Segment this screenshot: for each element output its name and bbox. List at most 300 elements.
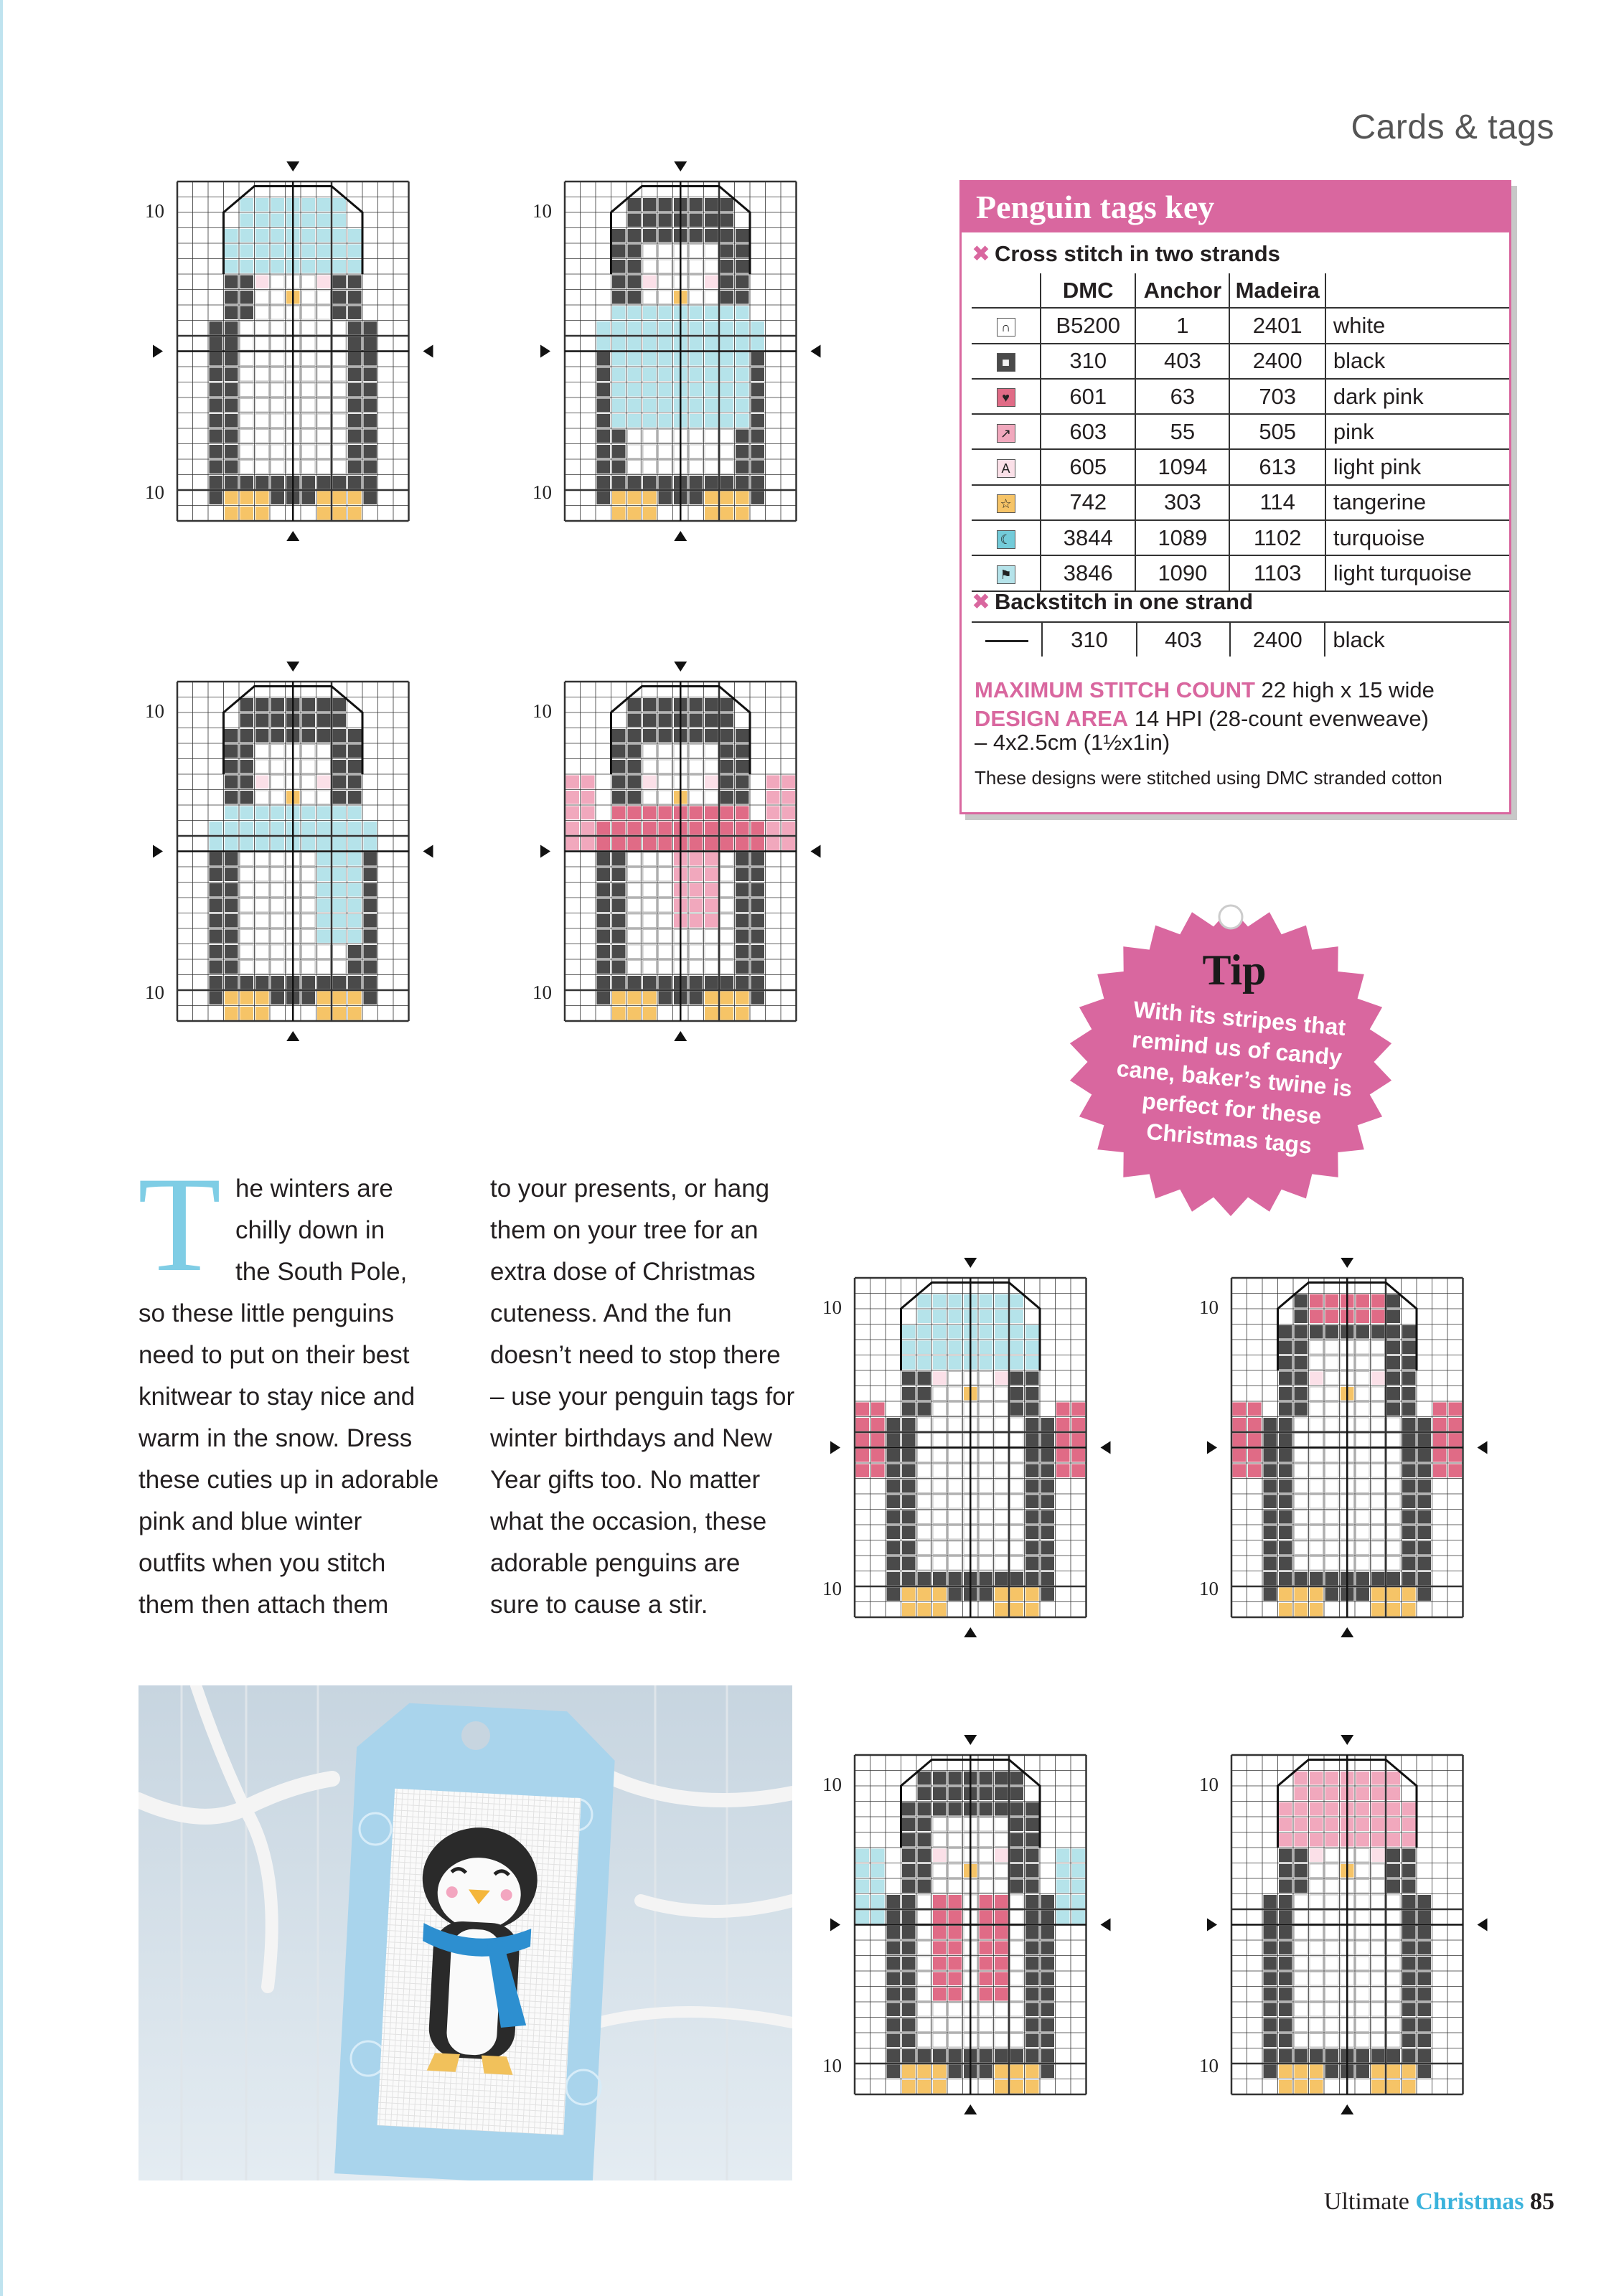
stitch [1025,1942,1039,1955]
body-line: so these little penguins [139,1299,395,1327]
stitch [1356,1557,1370,1571]
stitch [933,1449,947,1462]
stitch [949,1510,962,1524]
stitch [1310,1957,1323,1970]
stitch [705,368,718,382]
stitch [597,822,611,835]
arrow-bottom [1341,2104,1353,2114]
stitch [659,229,672,243]
stitch [255,414,269,428]
stitch [333,476,347,489]
stitch [210,352,223,366]
stitch [1279,1372,1292,1385]
max-stitch-count: MAXIMUM STITCH COUNT 22 high x 15 wide [975,677,1435,702]
stitch [643,899,657,913]
stitch [628,276,642,289]
stitch [597,321,611,335]
stitch [1264,1541,1277,1555]
stitch [1402,1833,1416,1847]
stitch [751,414,765,428]
stitch [348,992,362,1005]
stitch [348,276,362,289]
stitch [1433,1434,1447,1447]
stitch [1418,1449,1432,1462]
stitch [333,745,347,758]
stitch [317,899,331,913]
stitch [302,961,316,974]
stitch [1233,1464,1247,1478]
stitch [271,883,285,897]
stitch [659,930,672,944]
stitch [1279,2018,1292,2032]
stitch [566,791,580,804]
stitch [949,1987,962,2001]
stitch [597,352,611,366]
stitch [1387,1957,1401,1970]
stitch [348,260,362,273]
stitch [364,930,377,944]
stitch [995,1310,1008,1324]
stitch [902,2065,916,2079]
stitch [1371,1510,1385,1524]
arrow-top [964,1258,977,1268]
stitch [333,229,347,243]
stitch [225,822,238,835]
stitch [271,260,285,273]
stitch [1325,1911,1339,1924]
stitch [721,229,734,243]
stitch [1402,1588,1416,1601]
stitch [751,337,765,351]
stitch [1418,2065,1432,2079]
stitch [1402,1449,1416,1462]
stitch [255,806,269,820]
key-note: These designs were stitched using DMC stranded cotton [975,767,1442,789]
stitch [597,883,611,897]
stitch [1356,1802,1370,1816]
stitch [1356,1787,1370,1801]
stitch [628,229,642,243]
stitch [1264,2003,1277,2017]
stitch [1056,1880,1070,1893]
stitch [1010,1802,1024,1816]
stitch [902,1557,916,1571]
chart-grid [177,682,410,1022]
stitch [1295,1557,1308,1571]
stitch [887,1942,901,1955]
heart-icon: ♥ [997,388,1015,407]
stitch [364,352,377,366]
stitch [690,445,703,458]
stitch [1010,1911,1024,1924]
stitch [736,321,749,335]
stitch [1402,2065,1416,2079]
stitch [1371,1495,1385,1509]
stitch [721,945,734,959]
stitch [333,945,347,959]
stitch [240,760,254,773]
stitch [1356,1341,1370,1355]
stitch [949,1449,962,1462]
stitch [255,368,269,382]
stitch [271,930,285,944]
stitch [918,1495,931,1509]
stitch [1010,1818,1024,1832]
tip-badge [1048,883,1421,1220]
stitch [918,2065,931,2079]
stitch [364,399,377,413]
stitch [751,852,765,866]
key-row: A 605 1094 613 light pink [972,449,1509,484]
stitch [918,1911,931,1924]
stitch [933,2018,947,2032]
stitch [1325,1479,1339,1493]
stitch [980,1864,993,1878]
stitch [225,729,238,743]
stitch [933,2065,947,2079]
stitch [1279,1911,1292,1924]
stitch [1325,1972,1339,1986]
stitch [333,852,347,866]
stitch [1025,1802,1039,1816]
stitch [1371,1942,1385,1955]
stitch [995,1772,1008,1785]
stitch [597,945,611,959]
stitch [1041,2034,1055,2048]
stitch [225,837,238,851]
stitch [918,1603,931,1617]
stitch [1025,2034,1039,2048]
stitch [902,1464,916,1478]
stitch [736,745,749,758]
stitch [1295,1957,1308,1970]
stitch [995,1911,1008,1924]
stitch [995,1557,1008,1571]
stitch [1356,1849,1370,1863]
stitch [1279,1557,1292,1571]
stitch [302,445,316,458]
stitch [887,1526,901,1540]
stitch [225,461,238,474]
stitch [225,930,238,944]
stitch [751,476,765,489]
stitch [1433,1418,1447,1431]
stitch [225,229,238,243]
stitch [302,729,316,743]
stitch [1041,1541,1055,1555]
stitch [949,1310,962,1324]
stitch [659,399,672,413]
stitch [1325,1387,1339,1401]
stitch [1402,1526,1416,1540]
stitch [364,430,377,443]
stitch [995,1972,1008,1986]
stitch [255,729,269,743]
stitch [659,368,672,382]
stitch [690,229,703,243]
arrow-right [423,345,433,358]
stitch [1371,1772,1385,1785]
stitch [659,337,672,351]
stitch [902,1926,916,1939]
stitch [333,961,347,974]
stitch [918,1403,931,1416]
stitch [1310,1772,1323,1785]
stitch [705,229,718,243]
stitch [1295,1294,1308,1308]
stitch [317,198,331,212]
stitch [736,276,749,289]
stitch [736,976,749,989]
stitch [1402,1557,1416,1571]
stitch [643,198,657,212]
stitch [918,2034,931,2048]
stitch [612,930,626,944]
stitch [1264,1526,1277,1540]
stitch [690,291,703,304]
stitch [317,507,331,520]
cross-stitch-heading: ✖ Cross stitch in two strands [972,241,1280,266]
stitch [240,899,254,913]
stitch [918,1526,931,1540]
stitch [721,260,734,273]
stitch [690,806,703,820]
stitch [918,1926,931,1939]
stitch [721,698,734,712]
stitch [1025,1880,1039,1893]
stitch [1418,1464,1432,1478]
stitch [995,1294,1008,1308]
stitch [225,776,238,789]
stitch [1402,1972,1416,1986]
stitch [949,2003,962,2017]
stitch [302,260,316,273]
gridline-label-10: 10 [822,1578,842,1599]
stitch [612,945,626,959]
stitch [1279,1541,1292,1555]
stitch [317,822,331,835]
stitch [1041,2018,1055,2032]
stitch [1295,1926,1308,1939]
stitch [1418,1987,1432,2001]
stitch [995,2065,1008,2079]
stitch [705,321,718,335]
stitch [240,791,254,804]
stitch [348,822,362,835]
stitch [1310,1434,1323,1447]
stitch [736,914,749,928]
stitch [995,2034,1008,2048]
stitch [887,1449,901,1462]
stitch [887,1572,901,1586]
stitch [1295,1572,1308,1586]
stitch [980,1341,993,1355]
stitch [751,399,765,413]
stitch [887,1495,901,1509]
stitch [887,1972,901,1986]
stitch [918,1310,931,1324]
stitch [240,476,254,489]
stitch [643,430,657,443]
stitch [980,1387,993,1401]
stitch [1072,1880,1086,1893]
arrow-top [674,161,687,171]
stitch [887,2065,901,2079]
stitch [643,414,657,428]
stitch [628,729,642,743]
stitch [364,976,377,989]
stitch [255,430,269,443]
stitch [612,414,626,428]
stitch [210,945,223,959]
stitch [736,476,749,489]
stitch [240,822,254,835]
stitch [995,1802,1008,1816]
stitch [721,306,734,320]
stitch [995,1787,1008,1801]
stitch [1072,1464,1086,1478]
stitch [348,945,362,959]
stitch [225,445,238,458]
stitch [364,852,377,866]
stitch [317,760,331,773]
stitch [364,368,377,382]
stitch [995,1833,1008,1847]
stitch [364,899,377,913]
stitch [721,930,734,944]
stitch [1402,1802,1416,1816]
stitch [628,352,642,366]
stitch [612,852,626,866]
stitch [1356,1942,1370,1955]
stitch [1387,1356,1401,1370]
stitch [333,698,347,712]
stitch [949,1833,962,1847]
stitch [1264,1572,1277,1586]
stitch [705,899,718,913]
stitch [317,745,331,758]
stitch [690,276,703,289]
stitch [317,383,331,397]
stitch [240,806,254,820]
stitch [949,1926,962,1939]
stitch [1387,1557,1401,1571]
stitch [949,1372,962,1385]
stitch [659,383,672,397]
stitch [721,414,734,428]
stitch [1010,1588,1024,1601]
stitch [949,1572,962,1586]
stitch [980,2065,993,2079]
stitch [705,852,718,866]
stitch [225,791,238,804]
penguin-tags-key [959,180,1511,814]
stitch [659,491,672,505]
stitch [705,961,718,974]
stitch [612,445,626,458]
stitch [1402,1434,1416,1447]
stitch [949,1479,962,1493]
stitch [240,961,254,974]
stitch [1325,1572,1339,1586]
stitch [1010,1772,1024,1785]
arrow-right [1478,1441,1488,1454]
stitch [856,1464,870,1478]
stitch [333,806,347,820]
stitch [210,383,223,397]
stitch [1056,1449,1070,1462]
stitch [612,352,626,366]
body-line: need to put on their best [139,1341,410,1369]
cross-icon: ✖ [972,589,990,614]
stitch [225,276,238,289]
stitch [612,383,626,397]
stitch [980,1787,993,1801]
stitch [1248,1449,1262,1462]
stitch [643,852,657,866]
stitch [302,868,316,882]
stitch [612,822,626,835]
stitch [1310,1911,1323,1924]
arrow-left [540,845,550,858]
stitch [1371,1387,1385,1401]
stitch [980,1572,993,1586]
stitch [1325,2034,1339,2048]
chart-grid [1231,1755,1465,2096]
stitch [1010,1356,1024,1370]
stitch [240,976,254,989]
stitch [1041,2065,1055,2079]
stitch [1310,1449,1323,1462]
stitch [612,260,626,273]
stitch [628,321,642,335]
stitch [333,198,347,212]
stitch [1356,1418,1370,1431]
stitch [705,260,718,273]
stitch [1356,1987,1370,2001]
stitch [721,868,734,882]
stitch [933,1418,947,1431]
stitch [1371,1449,1385,1462]
stitch [902,1387,916,1401]
body-line: pink and blue winter [139,1507,362,1535]
stitch [949,1356,962,1370]
stitch [1041,1557,1055,1571]
body-line: extra dose of Christmas [490,1258,756,1286]
stitch [980,1987,993,2001]
stitch [995,1957,1008,1970]
stitch [902,1325,916,1339]
stitch [1010,1926,1024,1939]
stitch [980,1418,993,1431]
stitch [1356,2049,1370,2063]
stitch [1025,1849,1039,1863]
stitch [902,1802,916,1816]
stitch [271,368,285,382]
stitch [1295,1356,1308,1370]
stitch [1010,1526,1024,1540]
stitch [348,899,362,913]
stitch [871,1911,885,1924]
stitch [210,837,223,851]
stitch [1264,1957,1277,1970]
stitch [1041,1449,1055,1462]
stitch [705,806,718,820]
stitch [302,698,316,712]
stitch [210,899,223,913]
stitch [240,430,254,443]
stitch [364,945,377,959]
